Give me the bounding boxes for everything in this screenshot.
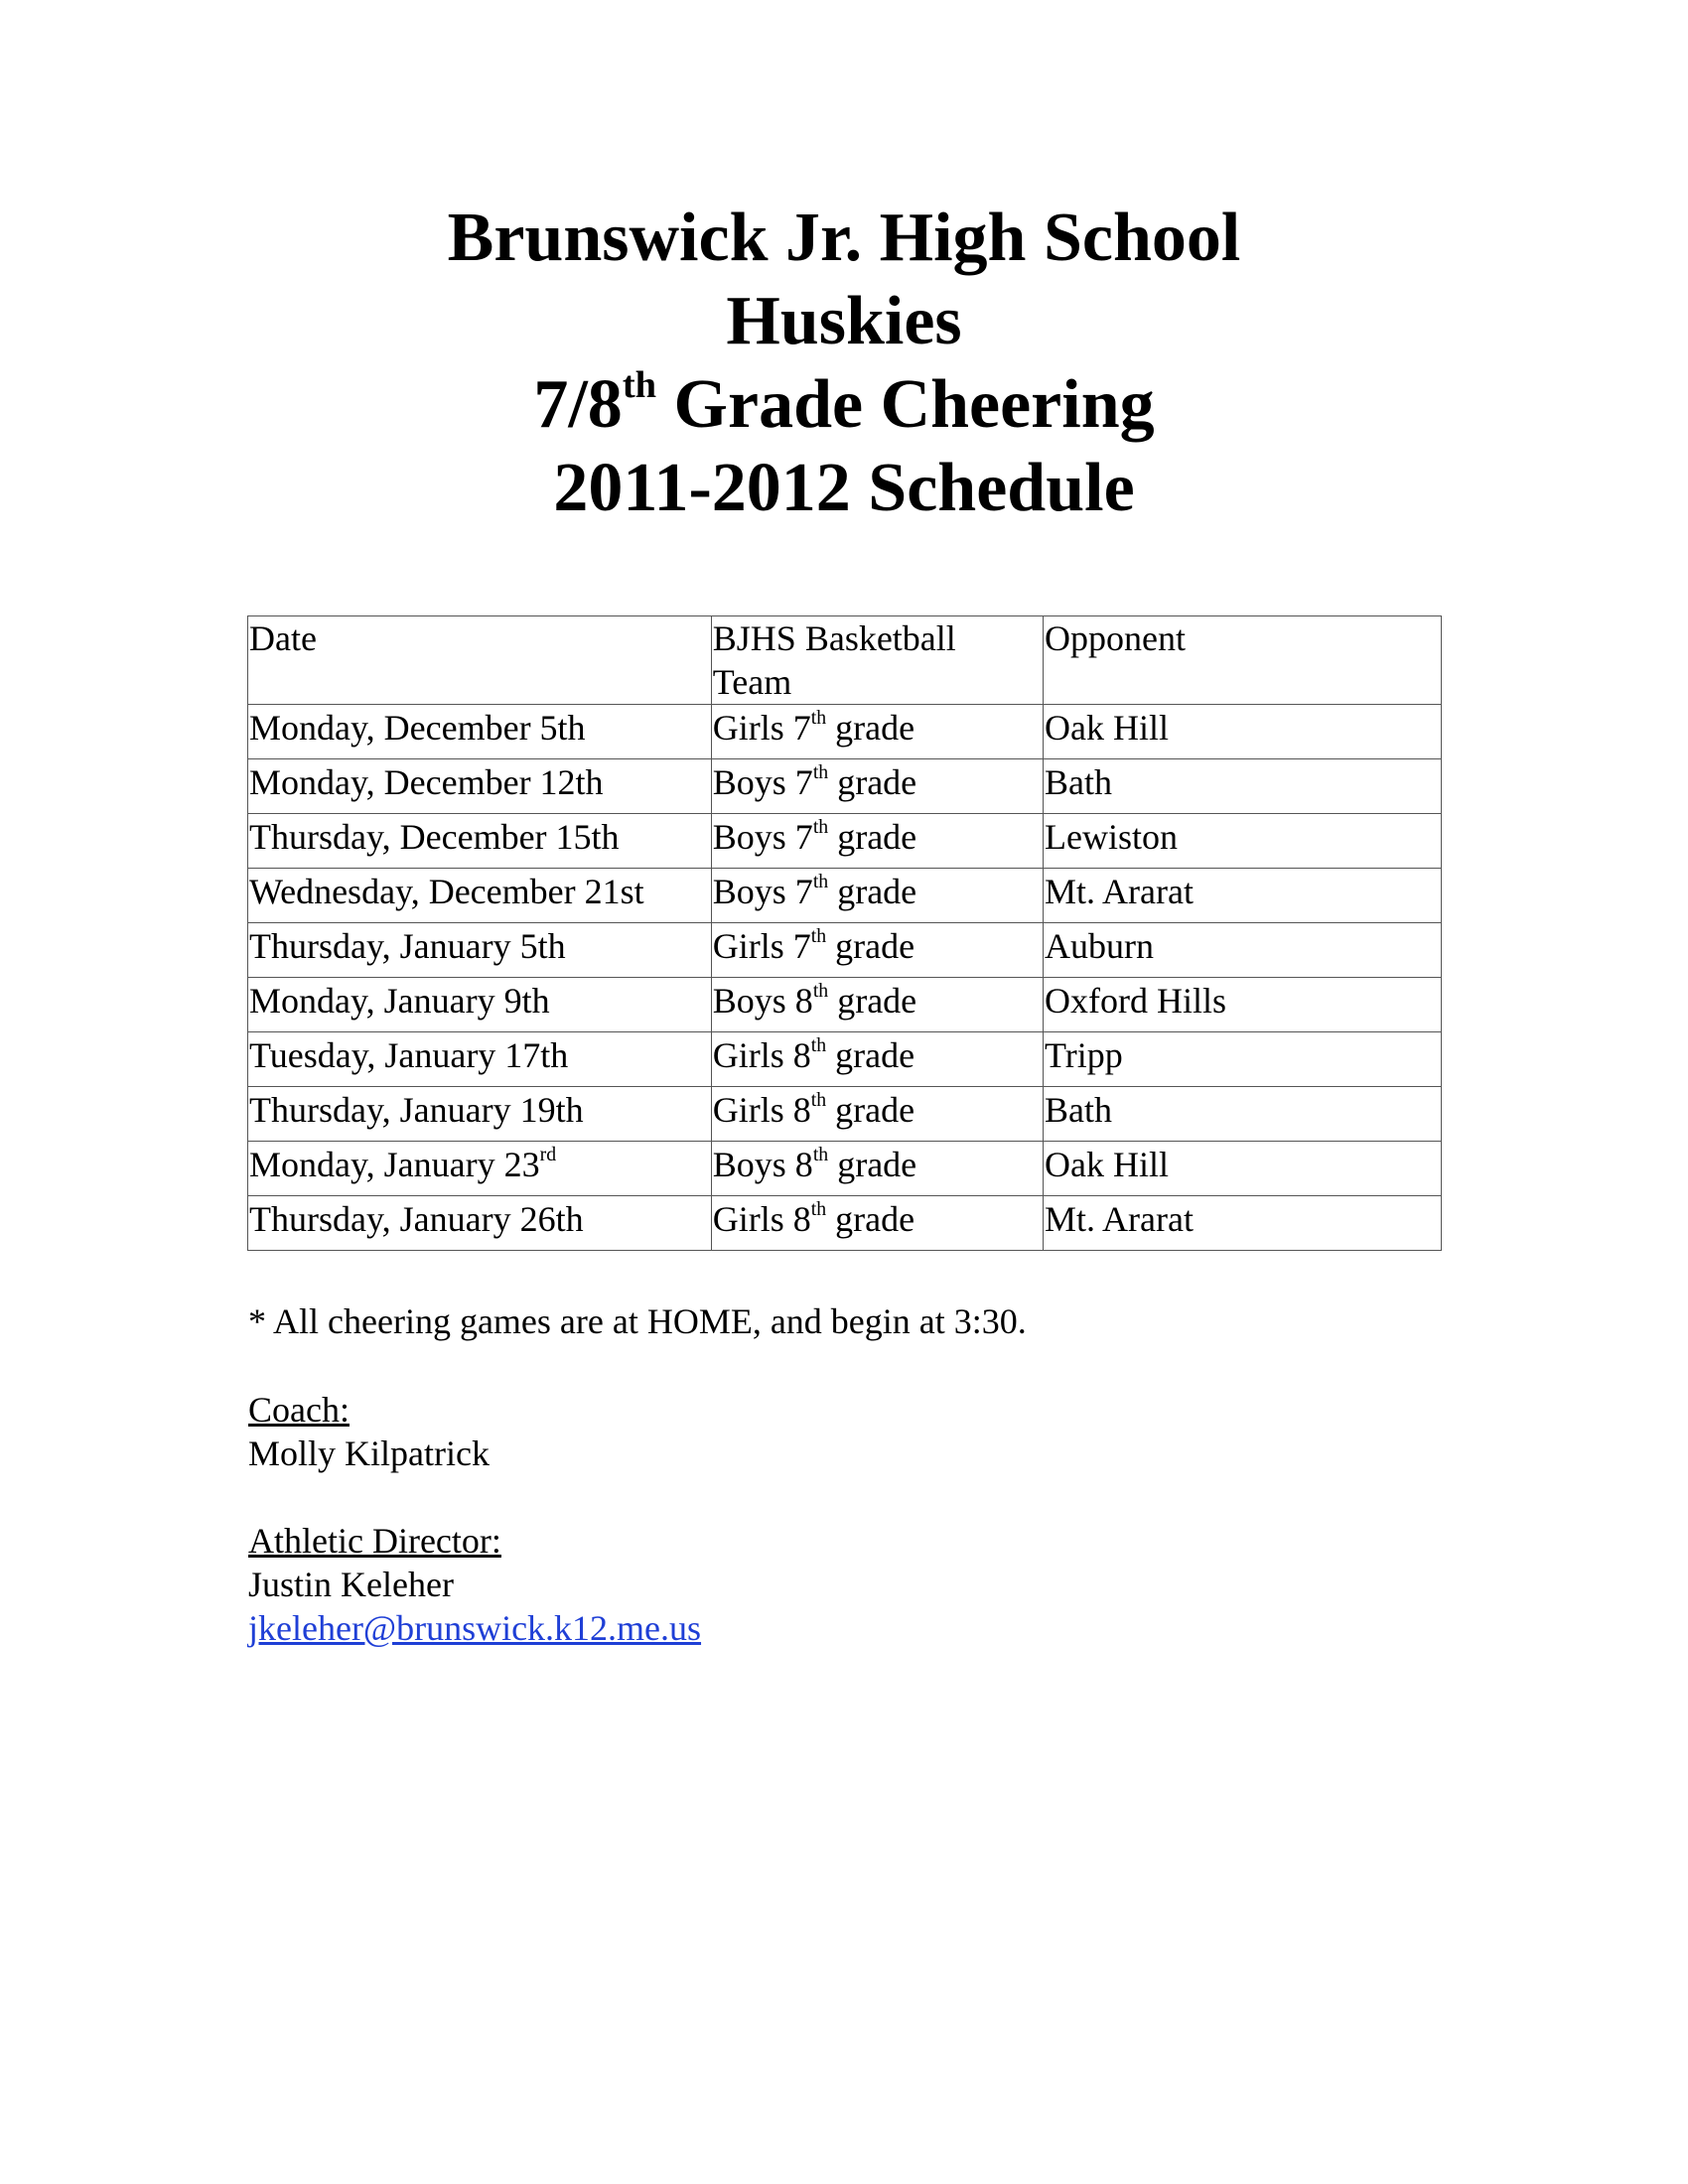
cell-opponent: Mt. Ararat [1044,1196,1442,1251]
cell-team [711,923,1043,978]
cell-team-prefix: Boys 7 [712,872,813,911]
table-row [248,705,1442,759]
cell-date-text: Thursday, January 19th [249,1090,584,1130]
cell-team-sup: th [810,1198,827,1221]
contacts-section [248,1388,701,1650]
cell-team-prefix: Girls 8 [712,1090,811,1130]
cell-team-sup: th [812,816,829,839]
cell-opponent: Oak Hill [1044,1142,1442,1196]
table-row [248,1032,1442,1087]
header-opponent: Opponent [1044,616,1442,705]
cell-date [248,1087,712,1142]
cell-team-sup: th [812,871,829,893]
cell-team [711,978,1043,1032]
cell-team [711,1087,1043,1142]
cell-team [711,1196,1043,1251]
cell-date [248,705,712,759]
cell-date [248,1142,712,1196]
cell-team-sup: th [812,761,829,784]
cell-team-suffix: grade [828,762,917,802]
table-row [248,759,1442,814]
cell-team-suffix: grade [828,981,917,1021]
cell-opponent: Bath [1044,759,1442,814]
coach-name: Molly Kilpatrick [248,1433,490,1473]
cell-opponent: Bath [1044,1087,1442,1142]
cell-opponent: Oxford Hills [1044,978,1442,1032]
cell-date-text: Monday, December 5th [249,708,586,748]
cell-opponent: Mt. Ararat [1044,869,1442,923]
cell-team-prefix: Girls 8 [712,1199,811,1239]
header-date: Date [248,616,712,705]
contact-spacer [248,1475,701,1519]
cell-team-suffix: grade [828,872,917,911]
cell-team-prefix: Boys 7 [712,762,813,802]
cell-team-prefix: Boys 8 [712,1145,813,1184]
cell-team-suffix: grade [826,1199,915,1239]
schedule-table [247,615,1442,1251]
cell-date-text: Thursday, January 26th [249,1199,584,1239]
athletic-director-heading: Athletic Director: [248,1521,501,1561]
cell-team-sup: th [810,707,827,730]
cell-team-sup: th [810,1089,827,1112]
program-title-prefix: 7/8 [533,366,623,443]
page-title [0,197,1688,530]
cell-date [248,869,712,923]
table-row [248,869,1442,923]
cell-team-suffix: grade [826,1035,915,1075]
header-team: BJHS Basketball Team [711,616,1043,705]
cell-date-sup: rd [539,1144,557,1166]
cell-date [248,1196,712,1251]
cell-date-text: Monday, January 9th [249,981,550,1021]
cell-team-sup: th [810,925,827,948]
cell-opponent: Tripp [1044,1032,1442,1087]
cell-team-sup: th [812,980,829,1003]
cell-team-prefix: Girls 7 [712,708,811,748]
table-row [248,1087,1442,1142]
school-name: Brunswick Jr. High School [447,200,1241,276]
cell-date [248,923,712,978]
cell-team-suffix: grade [826,1090,915,1130]
cell-team [711,1032,1043,1087]
cell-date-text: Tuesday, January 17th [249,1035,569,1075]
cell-team [711,869,1043,923]
table-row [248,1142,1442,1196]
table-row [248,1196,1442,1251]
table-row [248,923,1442,978]
table-header-row [248,616,1442,705]
cell-date [248,814,712,869]
cell-team-prefix: Boys 8 [712,981,813,1021]
cell-opponent: Oak Hill [1044,705,1442,759]
cell-team-suffix: grade [828,1145,917,1184]
schedule-year: 2011-2012 Schedule [553,450,1135,526]
cell-date-text: Monday, December 12th [249,762,604,802]
cell-date-text: Monday, January 23 [249,1145,540,1184]
cell-team [711,759,1043,814]
cell-team-prefix: Boys 7 [712,817,813,857]
cell-opponent: Lewiston [1044,814,1442,869]
cell-team [711,1142,1043,1196]
cell-team-suffix: grade [828,817,917,857]
cell-team [711,814,1043,869]
cell-date [248,759,712,814]
cell-date [248,1032,712,1087]
schedule-note: * All cheering games are at HOME, and begin at 3:30. [248,1301,1027,1341]
cell-team [711,705,1043,759]
cell-team-prefix: Girls 8 [712,1035,811,1075]
athletic-director-name: Justin Keleher [248,1565,454,1604]
cell-date-text: Thursday, January 5th [249,926,566,966]
table-row [248,814,1442,869]
cell-team-prefix: Girls 7 [712,926,811,966]
cell-date-text: Thursday, December 15th [249,817,620,857]
cell-team-sup: th [812,1144,829,1166]
program-title-sup: th [622,363,657,406]
team-name: Huskies [726,283,962,359]
cell-team-sup: th [810,1034,827,1057]
cell-team-suffix: grade [826,926,915,966]
cell-date [248,978,712,1032]
cell-date-text: Wednesday, December 21st [249,872,644,911]
table-row [248,978,1442,1032]
program-title-suffix: Grade Cheering [656,366,1155,443]
cell-opponent: Auburn [1044,923,1442,978]
coach-heading: Coach: [248,1390,350,1430]
program-title [0,363,1688,447]
athletic-director-email-link[interactable]: jkeleher@brunswick.k12.me.us [248,1608,702,1648]
cell-team-suffix: grade [826,708,915,748]
